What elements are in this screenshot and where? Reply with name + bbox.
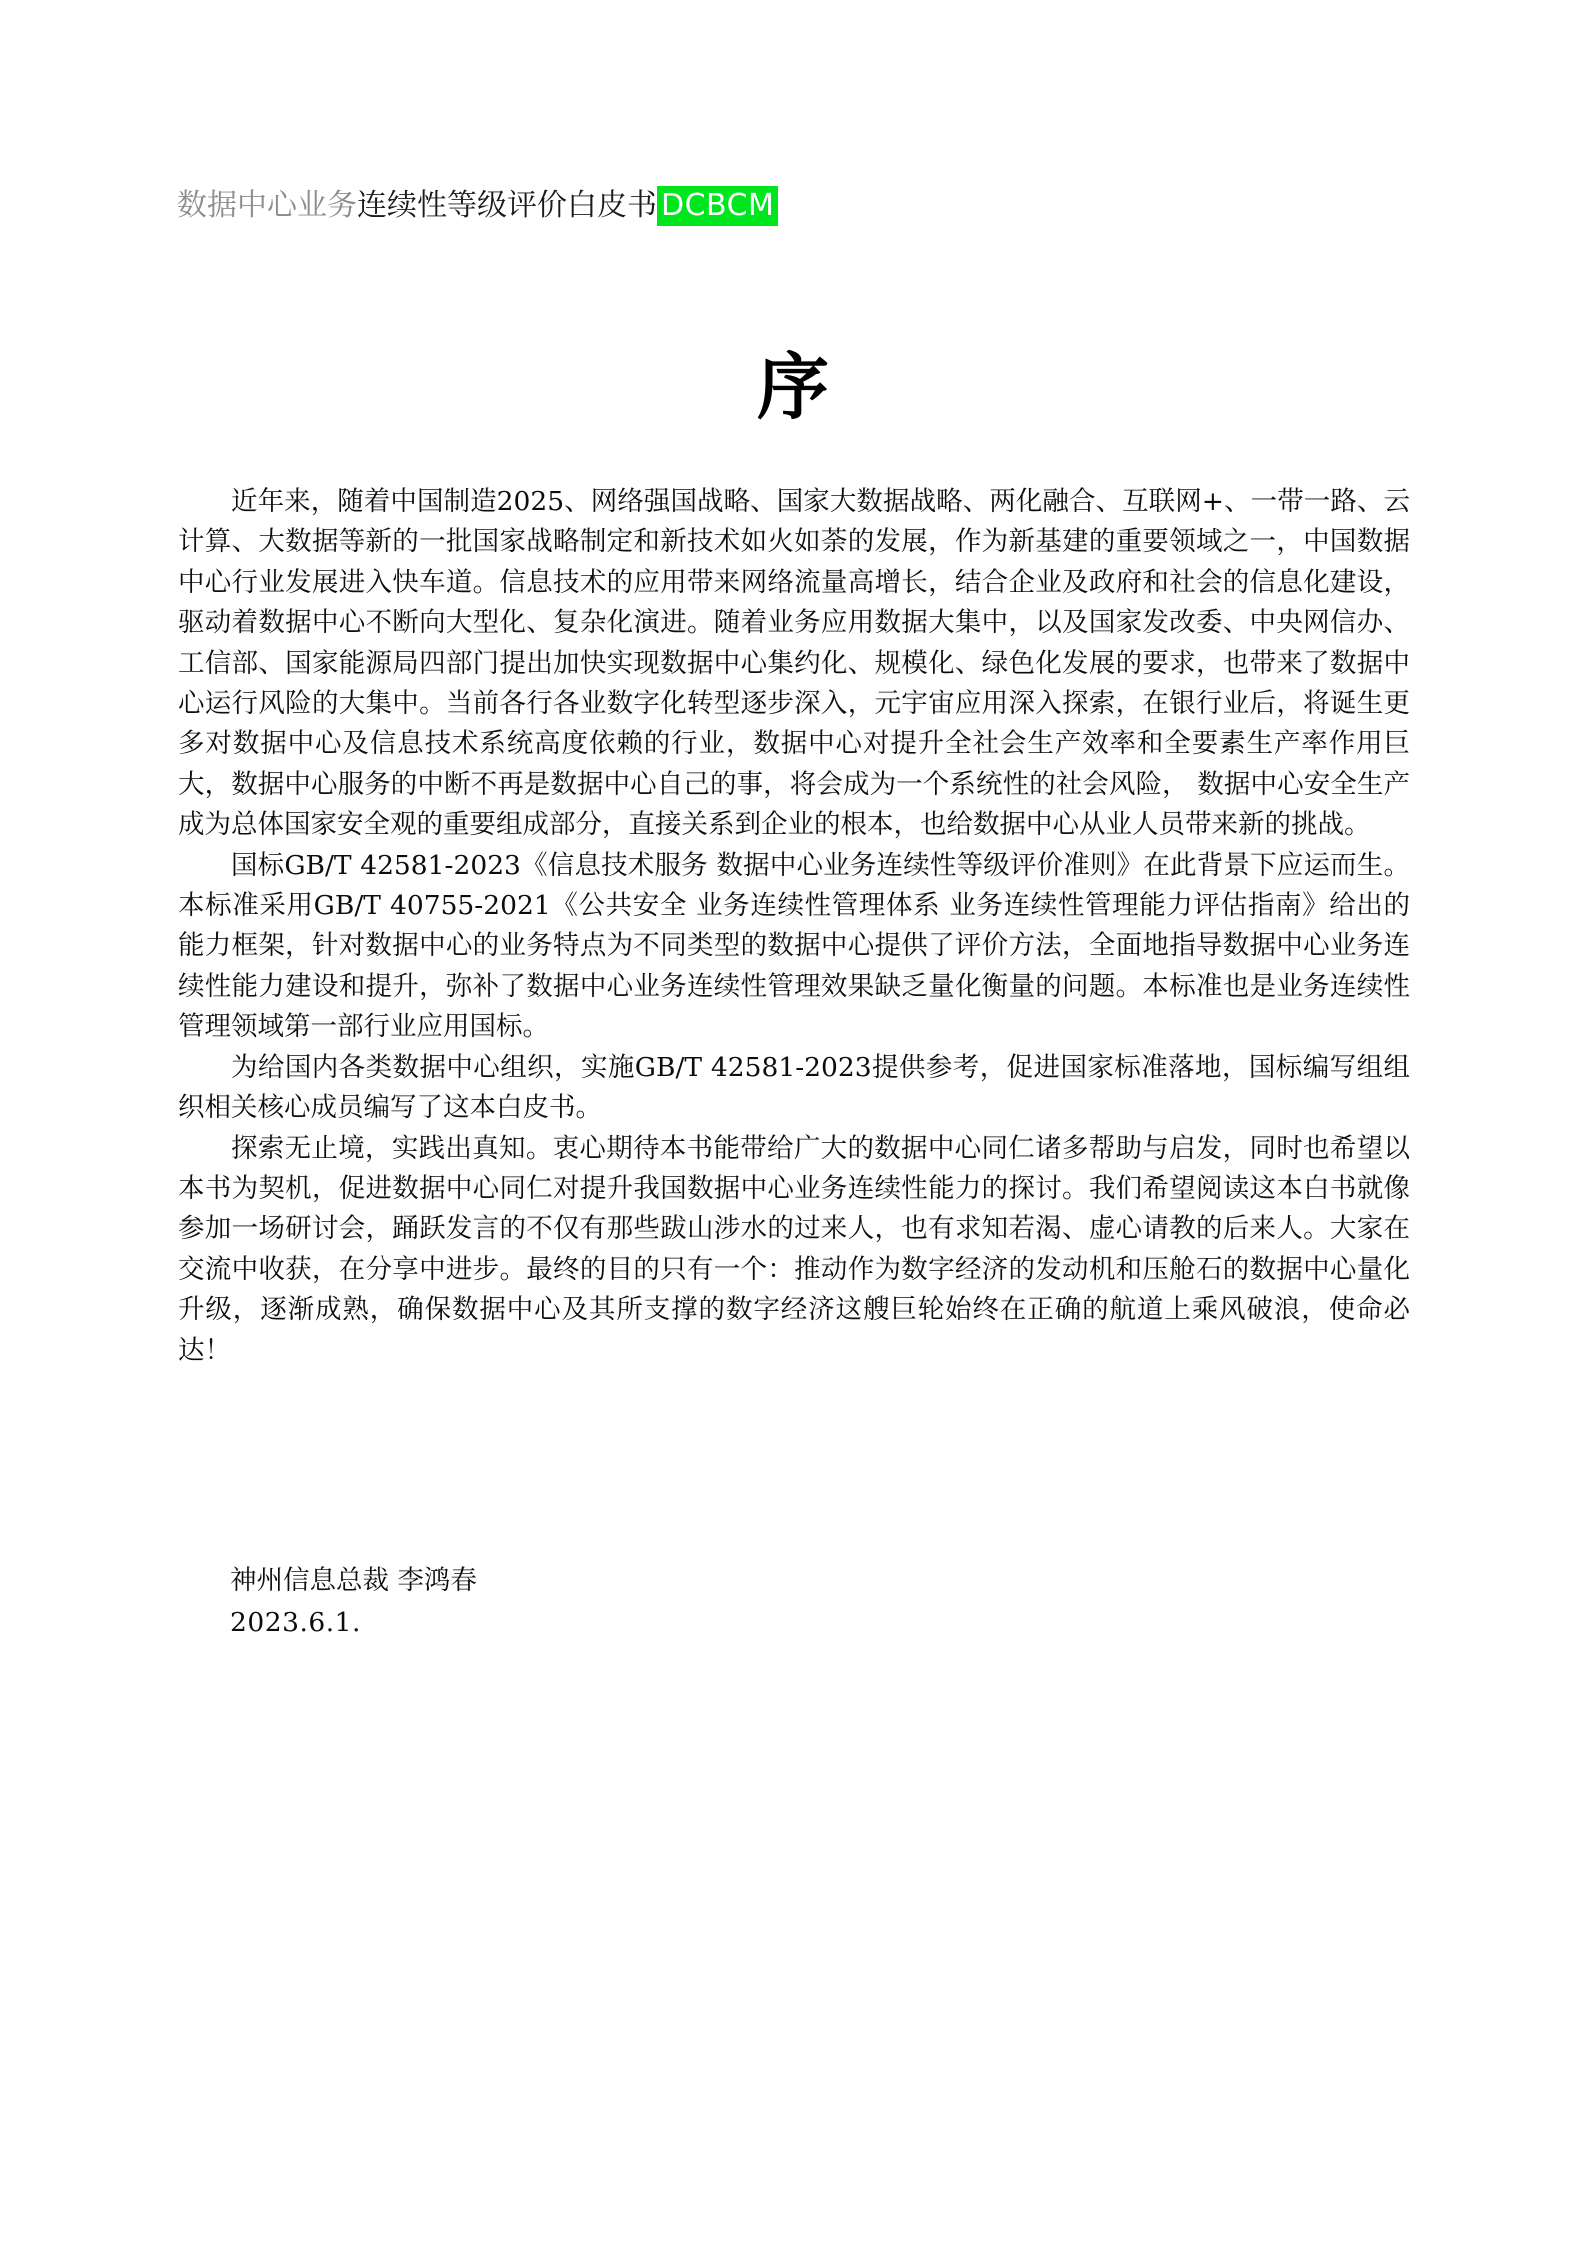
signature-block [230, 1560, 477, 1644]
running-header [177, 186, 1417, 226]
signature-author: 神州信息总裁 李鸿春 [230, 1565, 477, 1596]
paragraph-2: 国标GB/T 42581-2023《信息技术服务 数据中心业务连续性等级评价准则》在此背景下应运而生。本标准采用GB/T 40755-2021《公共安全 业务连续性管理体系 业务连续性管理能力评估指南》给出的能力框架，针对数据中心的业务特点为不同类型的数据中心提供了评价方法，全面地指导数据中心业务连续性能力建设和提升，弥补了数据中心业务连续性管理效果缺乏量化衡量的问题。本标准也是业务连续性管理领域第一部行业应用国标。 [178, 849, 1410, 1043]
paragraph-4: 探索无止境，实践出真知。衷心期待本书能带给广大的数据中心同仁诸多帮助与启发，同时也希望以本书为契机，促进数据中心同仁对提升我国数据中心业务连续性能力的探讨。我们希望阅读这本白书就像参加一场研讨会，踊跃发言的不仅有那些跋山涉水的过来人，也有求知若渴、虚心请教的后来人。大家在交流中收获，在分享中进步。最终的目的只有一个：推动作为数字经济的发动机和压舱石的数据中心量化升级，逐渐成熟，确保数据中心及其所支撑的数字经济这艘巨轮始终在正确的航道上乘风破浪，使命必达！ [178, 1132, 1410, 1366]
paragraph-1: 近年来，随着中国制造2025、网络强国战略、国家大数据战略、两化融合、互联网+、一带一路、云计算、大数据等新的一批国家战略制定和新技术如火如荼的发展，作为新基建的重要领域之一，中国数据中心行业发展进入快车道。信息技术的应用带来网络流量高增长，结合企业及政府和社会的信息化建设，驱动着数据中心不断向大型化、复杂化演进。随着业务应用数据大集中，以及国家发改委、中央网信办、工信部、国家能源局四部门提出加快实现数据中心集约化、规模化、绿色化发展的要求，也带来了数据中心运行风险的大集中。当前各行各业数字化转型逐步深入，元宇宙应用深入探索，在银行业后，将诞生更多对数据中心及信息技术系统高度依赖的行业，数据中心对提升全社会生产效率和全要素生产率作用巨大，数据中心服务的中断不再是数据中心自己的事，将会成为一个系统性的社会风险， 数据中心安全生产成为总体国家安全观的重要组成部分，直接关系到企业的根本，也给数据中心从业人员带来新的挑战。 [178, 486, 1410, 841]
page-title: 序 [756, 344, 829, 430]
running-header-badge: DCBCM [657, 186, 778, 226]
body-text [178, 482, 1410, 1371]
running-header-dark-text: 连续性等级评价白皮书 [357, 188, 657, 223]
paragraph-3: 为给国内各类数据中心组织，实施GB/T 42581-2023提供参考，促进国家标准落地，国标编写组组织相关核心成员编写了这本白皮书。 [178, 1051, 1410, 1124]
signature-date: 2023.6.1. [230, 1607, 361, 1638]
running-header-gray-text: 数据中心业务 [177, 188, 357, 223]
